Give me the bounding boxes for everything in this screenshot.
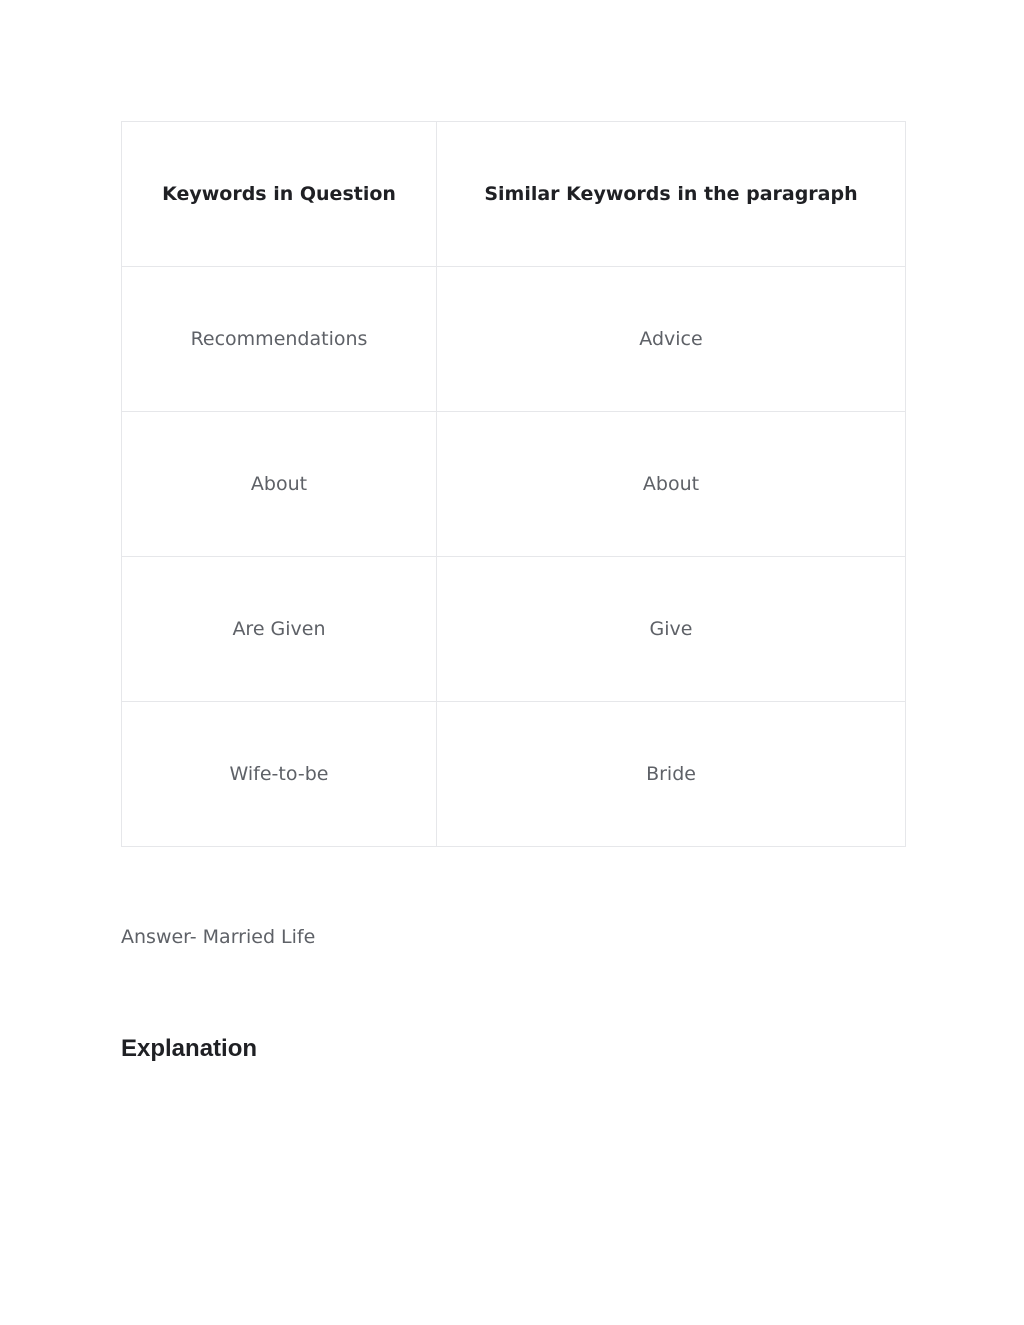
- explanation-heading: Explanation: [121, 1035, 258, 1062]
- question-keyword-cell: About: [122, 412, 437, 557]
- table-row: [122, 412, 906, 557]
- keywords-table: [121, 121, 906, 847]
- table-row: [122, 702, 906, 847]
- header-keywords-in-question: Keywords in Question: [122, 122, 437, 267]
- table-header-row: [122, 122, 906, 267]
- question-keyword-cell: Recommendations: [122, 267, 437, 412]
- paragraph-keyword-cell: Advice: [437, 267, 906, 412]
- question-keyword-cell: Wife-to-be: [122, 702, 437, 847]
- paragraph-keyword-cell: Bride: [437, 702, 906, 847]
- question-keyword-cell: Are Given: [122, 557, 437, 702]
- table-row: [122, 557, 906, 702]
- table-row: [122, 267, 906, 412]
- header-similar-keywords: Similar Keywords in the paragraph: [437, 122, 906, 267]
- paragraph-keyword-cell: Give: [437, 557, 906, 702]
- paragraph-keyword-cell: About: [437, 412, 906, 557]
- answer-text: Answer- Married Life: [121, 926, 316, 948]
